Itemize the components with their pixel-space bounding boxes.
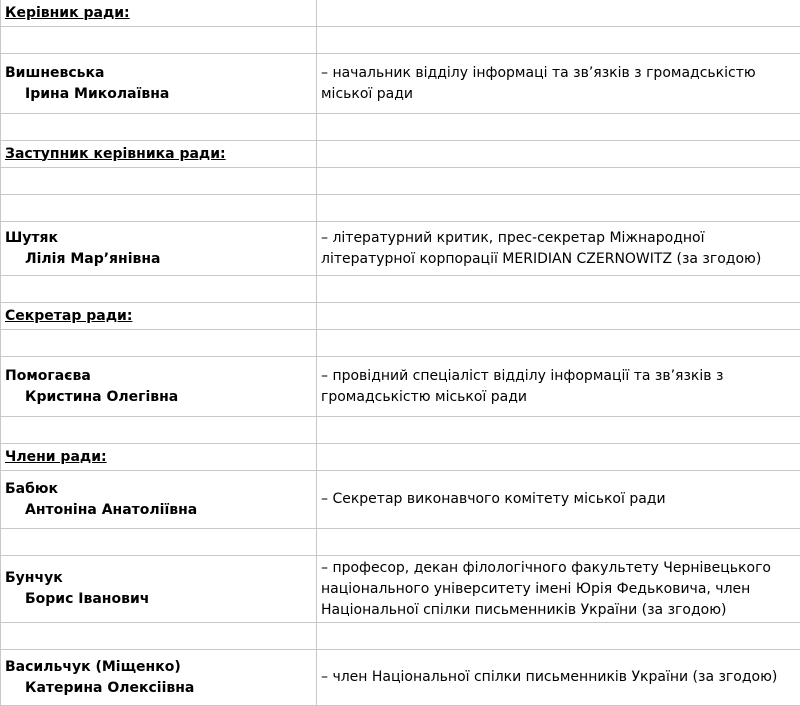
cell[interactable] [317, 471, 800, 529]
cell[interactable] [317, 417, 800, 444]
member-given-name: Борис Іванович [5, 589, 312, 610]
cell[interactable] [317, 623, 800, 650]
table-row [1, 330, 800, 357]
member-given-name: Лілія Мар’янівна [5, 249, 312, 270]
section-title-secretary: Секретар ради: [5, 306, 312, 327]
table-row [1, 27, 800, 54]
table-row [1, 357, 800, 417]
cell[interactable] [1, 54, 317, 114]
section-title-head: Керівник ради: [5, 3, 312, 24]
table-row [1, 114, 800, 141]
member-surname: Вишневська [5, 63, 312, 84]
table-row [1, 417, 800, 444]
cell[interactable] [317, 330, 800, 357]
table-row [1, 303, 800, 330]
member-surname: Шутяк [5, 228, 312, 249]
member-description: – літературний критик, прес-секретар Міжнародної літературної корпорації MERIDIAN CZERNOWITZ (за згодою) [321, 228, 798, 270]
cell[interactable] [317, 529, 800, 556]
cell[interactable] [1, 27, 317, 54]
member-description: – член Національної спілки письменників України (за згодою) [321, 667, 798, 688]
cell[interactable] [1, 195, 317, 222]
member-description: – професор, декан філологічного факультету Чернівецького національного університету імені Юрія Федьковича, член Національної спілки письменників України (за згодою) [321, 558, 798, 621]
member-surname: Бабюк [5, 479, 312, 500]
cell[interactable] [1, 141, 317, 168]
member-surname: Помогаєва [5, 366, 312, 387]
cell[interactable] [317, 141, 800, 168]
cell[interactable] [317, 168, 800, 195]
table-row [1, 0, 800, 27]
cell[interactable] [1, 330, 317, 357]
table-row [1, 556, 800, 623]
cell[interactable] [317, 222, 800, 276]
cell[interactable] [317, 195, 800, 222]
table-row [1, 276, 800, 303]
cell[interactable] [1, 303, 317, 330]
cell[interactable] [317, 0, 800, 27]
cell[interactable] [1, 357, 317, 417]
table-row [1, 141, 800, 168]
table-row [1, 168, 800, 195]
member-surname: Васильчук (Міщенко) [5, 657, 312, 678]
table-row [1, 195, 800, 222]
cell[interactable] [317, 276, 800, 303]
cell[interactable] [1, 222, 317, 276]
cell[interactable] [1, 168, 317, 195]
cell[interactable] [1, 471, 317, 529]
table-row [1, 54, 800, 114]
cell[interactable] [317, 444, 800, 471]
member-description: – Секретар виконавчого комітету міської ради [321, 489, 798, 510]
table-row [1, 471, 800, 529]
member-given-name: Ірина Миколаївна [5, 84, 312, 105]
member-description: – начальник відділу інформаці та зв’язків з громадськістю міської ради [321, 63, 798, 105]
cell[interactable] [1, 0, 317, 27]
section-title-deputy: Заступник керівника ради: [5, 144, 312, 165]
cell[interactable] [1, 276, 317, 303]
member-description: – провідний спеціаліст відділу інформації та зв’язків з громадськістю міської ради [321, 366, 798, 408]
cell[interactable] [1, 417, 317, 444]
cell[interactable] [1, 623, 317, 650]
member-given-name: Катерина Олексіівна [5, 678, 312, 699]
cell[interactable] [317, 650, 800, 706]
cell[interactable] [317, 114, 800, 141]
cell[interactable] [317, 27, 800, 54]
table-row [1, 650, 800, 706]
cell[interactable] [317, 556, 800, 623]
cell[interactable] [1, 556, 317, 623]
table-row [1, 222, 800, 276]
table-row [1, 623, 800, 650]
cell[interactable] [317, 303, 800, 330]
section-title-members: Члени ради: [5, 447, 312, 468]
member-given-name: Антоніна Анатоліївна [5, 500, 312, 521]
cell[interactable] [317, 54, 800, 114]
cell[interactable] [1, 650, 317, 706]
table-row [1, 444, 800, 471]
cell[interactable] [1, 444, 317, 471]
member-given-name: Кристина Олегівна [5, 387, 312, 408]
member-surname: Бунчук [5, 568, 312, 589]
table-row [1, 529, 800, 556]
cell[interactable] [317, 357, 800, 417]
cell[interactable] [1, 529, 317, 556]
cell[interactable] [1, 114, 317, 141]
